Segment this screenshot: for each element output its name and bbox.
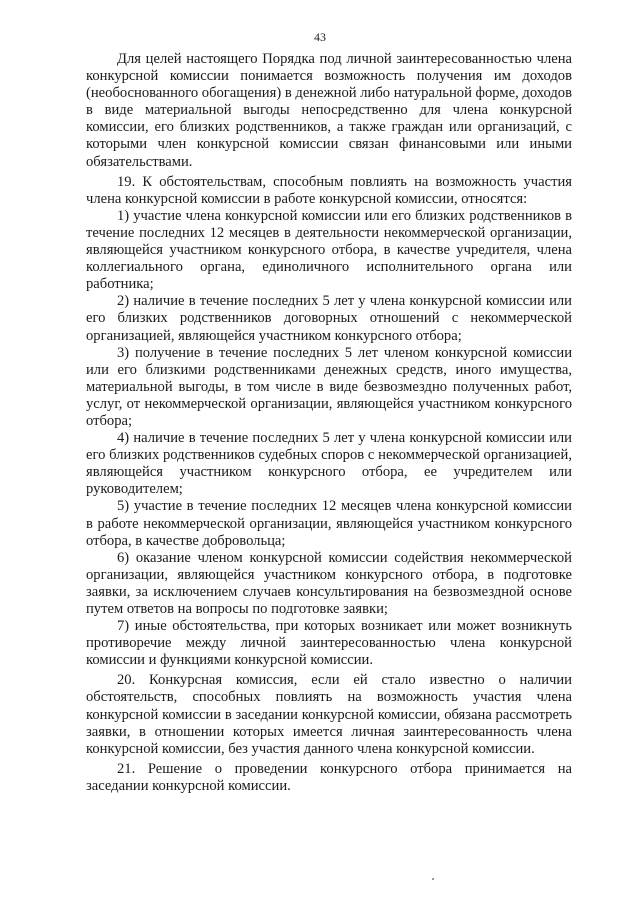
- list-item-5: 5) участие в течение последних 12 месяцев члена конкурсной комиссии в работе некоммерческой организации, являющейся участником конкурсного отбора, в качестве добровольца;: [86, 498, 572, 549]
- list-item-1: 1) участие члена конкурсной комиссии или его близких родственников в течение последних 12 месяцев в деятельности некоммерческой организации, являющейся участником конкурсного отбора, в качестве учредителя, члена коллегиального органа, единоличного исполнительного органа или работника;: [86, 207, 572, 293]
- list-item-3: 3) получение в течение последних 5 лет членом конкурсной комиссии или его близкими родственниками денежных средств, иного имущества, материальной выгоды, в том числе в виде безвозмездно полученных работ, услуг, от некоммерческой организации, являющейся участником конкурсного отбора;: [86, 344, 572, 429]
- scan-speck: [432, 878, 434, 880]
- list-item-4: 4) наличие в течение последних 5 лет у члена конкурсной комиссии или его близких родственников судебных споров с некоммерческой организацией, являющейся участником конкурсного отбора, ее учредителем или руководителем;: [86, 430, 572, 498]
- list-item-6: 6) оказание членом конкурсной комиссии содействия некоммерческой организации, являющейся участником конкурсного отбора, в подготовке заявки, за исключением случаев консультирования на безвозмездной основе путем ответов на вопросы по подготовке заявки;: [86, 549, 572, 617]
- document-body: [86, 51, 572, 795]
- paragraph-section-20: 20. Конкурсная комиссия, если ей стало известно о наличии обстоятельств, способных повлиять на возможность участия члена конкурсной комиссии в заседании конкурсной комиссии, обязана рассмотреть заявки, в отношении которых имеется личная заинтересованность члена конкурсной комиссии, без участия данного члена конкурсной комиссии.: [86, 672, 572, 757]
- list-item-2: 2) наличие в течение последних 5 лет у члена конкурсной комиссии или его близких родственников договорных отношений с некоммерческой организацией, являющейся участником конкурсного отбора;: [86, 293, 572, 344]
- paragraph-personal-interest-definition: Для целей настоящего Порядка под личной заинтересованностью члена конкурсной комиссии понимается возможность получения им доходов (необоснованного обогащения) в денежной либо натуральной форме, доходов в виде материальной выгоды непосредственно для члена конкурсной комиссии, его близких родственников, а также граждан или организаций, с которыми член конкурсной комиссии связан финансовыми или иными обязательствами.: [86, 51, 572, 170]
- page-number: 43: [314, 30, 326, 44]
- paragraph-section-21: 21. Решение о проведении конкурсного отбора принимается на заседании конкурсной комиссии.: [86, 760, 572, 794]
- list-item-7: 7) иные обстоятельства, при которых возникает или может возникнуть противоречие между личной заинтересованностью члена конкурсной комиссии и функциями конкурсной комиссии.: [86, 618, 572, 669]
- paragraph-section-19: 19. К обстоятельствам, способным повлиять на возможность участия члена конкурсной комиссии в работе конкурсной комиссии, относятся:: [86, 173, 572, 207]
